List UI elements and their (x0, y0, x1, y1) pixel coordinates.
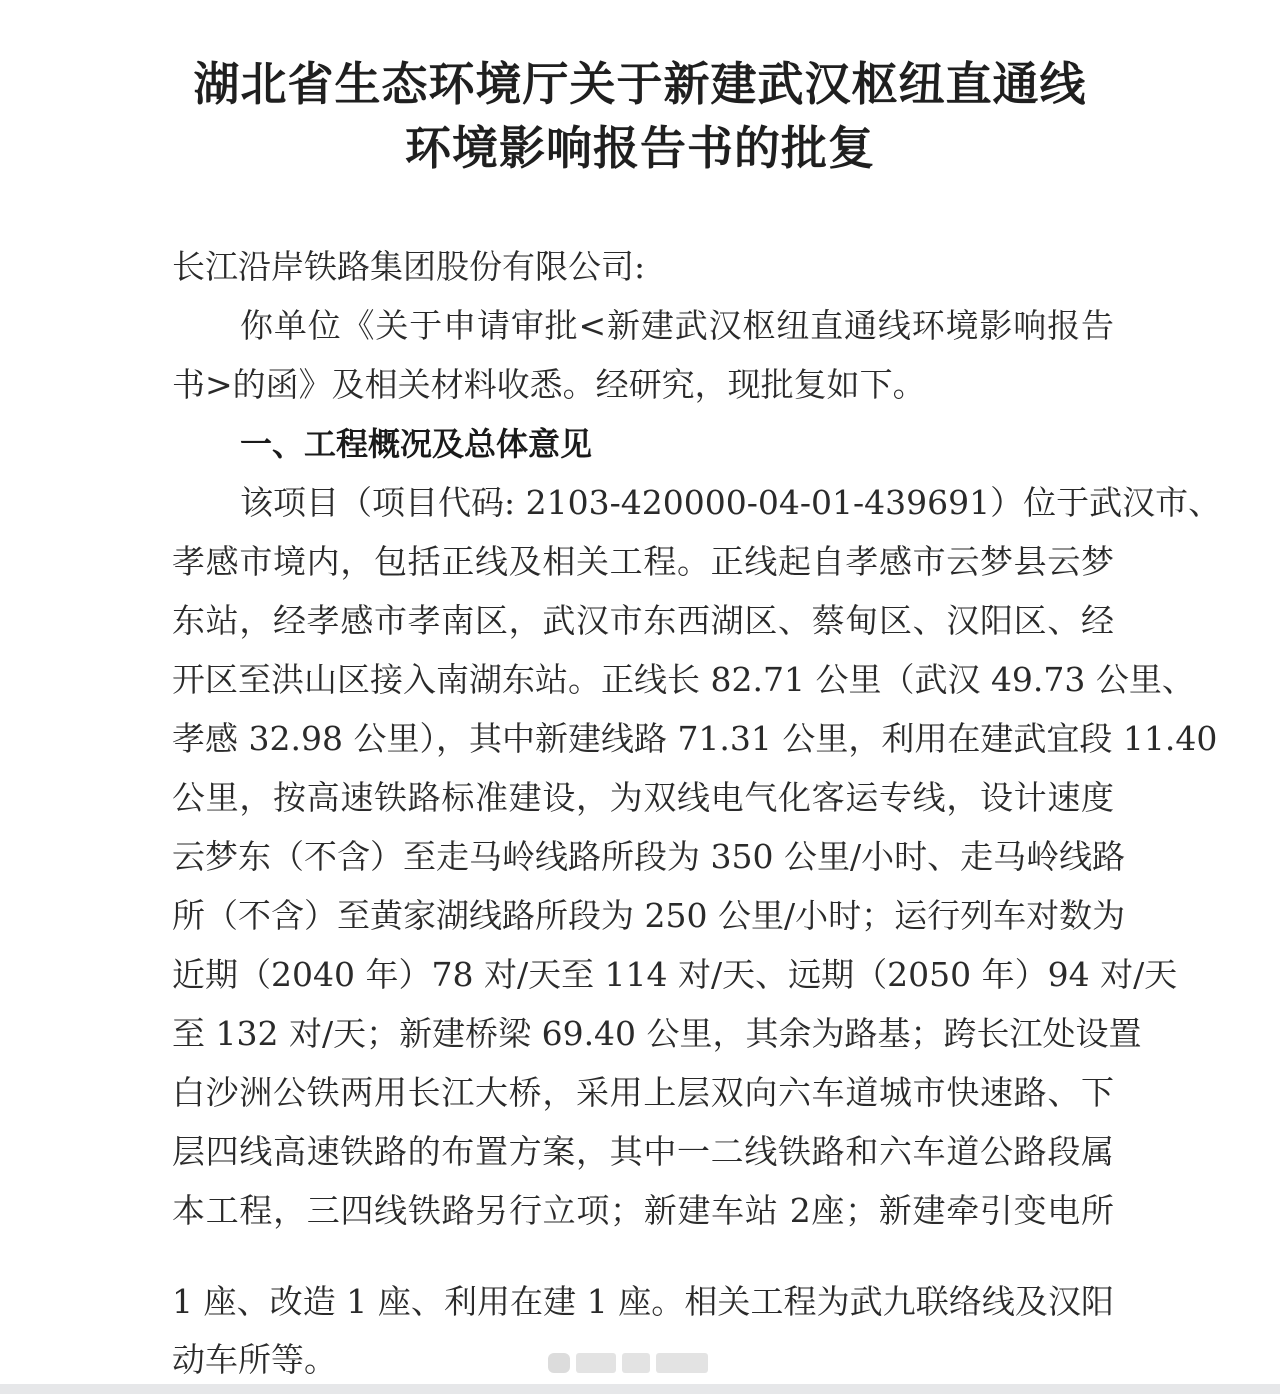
paragraph-line: 1 座、改造 1 座、利用在建 1 座。相关工程为武九联络线及汉阳 (172, 1282, 1114, 1321)
paragraph-line: 孝感市境内，包括正线及相关工程。正线起自孝感市云梦县云梦 (172, 542, 1114, 581)
paragraph-line: 东站，经孝感市孝南区，武汉市东西湖区、蔡甸区、汉阳区、经 (172, 601, 1114, 640)
paragraph-line: 公里，按高速铁路标准建设，为双线电气化客运专线，设计速度 (172, 778, 1114, 817)
paragraph-line: 层四线高速铁路的布置方案，其中一二线铁路和六车道公路段属 (172, 1132, 1114, 1171)
paragraph-line: 所（不含）至黄家湖线路所段为 250 公里/小时；运行列车对数为 (172, 896, 1126, 935)
paragraph-line: 近期（2040 年）78 对/天至 114 对/天、远期（2050 年）94 对/天 (172, 955, 1178, 994)
section-heading: 一、工程概况及总体意见 (240, 425, 593, 463)
paragraph-line: 开区至洪山区接入南湖东站。正线长 82.71 公里（武汉 49.73 公里、 (172, 660, 1195, 699)
watermark (548, 1352, 728, 1374)
paragraph-line: 书>的函》及相关材料收悉。经研究，现批复如下。 (172, 365, 926, 404)
watermark-bar (576, 1353, 616, 1373)
document-title-line-1: 湖北省生态环境厅关于新建武汉枢纽直通线 (193, 57, 1087, 111)
recipient-line: 长江沿岸铁路集团股份有限公司: (172, 247, 646, 286)
paragraph-line: 云梦东（不含）至走马岭线路所段为 350 公里/小时、走马岭线路 (172, 837, 1126, 876)
paragraph-line: 本工程，三四线铁路另行立项；新建车站 2座；新建牵引变电所 (172, 1191, 1114, 1230)
paragraph-line: 孝感 32.98 公里），其中新建线路 71.31 公里，利用在建武宜段 11.40 (172, 719, 1218, 758)
paragraph-line: 至 132 对/天；新建桥梁 69.40 公里，其余为路基；跨长江处设置 (172, 1014, 1142, 1053)
paragraph-line: 该项目（项目代码: 2103-420000-04-01-439691）位于武汉市、 (240, 483, 1222, 522)
paragraph-line: 动车所等。 (172, 1340, 337, 1379)
watermark-bar (656, 1353, 708, 1373)
watermark-logo-icon (548, 1353, 570, 1373)
paragraph-line: 白沙洲公铁两用长江大桥，采用上层双向六车道城市快速路、下 (172, 1073, 1114, 1112)
bottom-strip (0, 1384, 1280, 1394)
document-title-line-2: 环境影响报告书的批复 (405, 121, 875, 175)
paragraph-line: 你单位《关于申请审批<新建武汉枢纽直通线环境影响报告 (240, 306, 1114, 345)
watermark-bar (622, 1353, 650, 1373)
